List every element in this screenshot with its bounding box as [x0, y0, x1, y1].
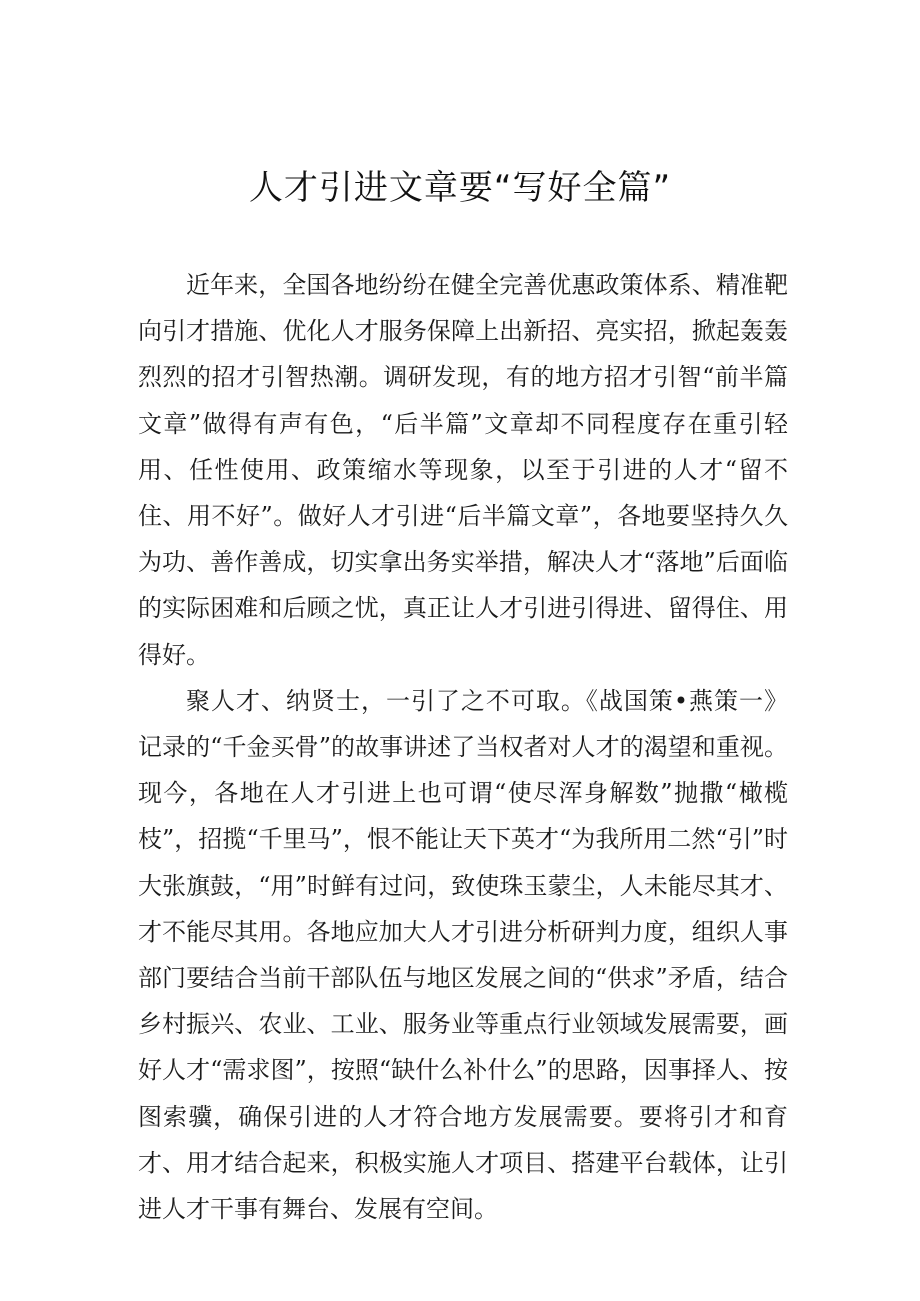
paragraph-2: 聚人才、纳贤士，一引了之不可取。《战国策•燕策一》记录的“千金买骨”的故事讲述了当权者对人才的渴望和重视。现今，各地在人才引进上也可谓“使尽浑身解数”抛撒“橄榄枝”，招揽“千里马”，恨不能让天下英才“为我所用二然“引”时大张旗鼓，“用”时鲜有过问，致使珠玉蒙尘，人未能尽其才、才不能尽其用。各地应加大人才引进分析研判力度，组织人事部门要结合当前干部队伍与地区发展之间的“供求”矛盾，结合乡村振兴、农业、工业、服务业等重点行业领域发展需要，画好人才“需求图”，按照“缺什么补什么”的思路，因事择人、按图索骥，确保引进的人才符合地方发展需要。要将引才和育才、用才结合起来，积极实施人才项目、搭建平台载体，让引进人才干事有舞台、发展有空间。: [138, 686, 788, 1224]
document-title: 人才引进文章要“写好全篇”: [248, 168, 672, 208]
document-body: [138, 262, 788, 1232]
paragraph-1: 近年来，全国各地纷纷在健全完善优惠政策体系、精准靶向引才措施、优化人才服务保障上出新招、亮实招，掀起轰轰烈烈的招才引智热潮。调研发现，有的地方招才引智“前半篇文章”做得有声有色，“后半篇”文章却不同程度存在重引轻用、任性使用、政策缩水等现象，以至于引进的人才“留不住、用不好”。做好人才引进“后半篇文章”，各地要坚持久久为功、善作善成，切实拿出务实举措，解决人才“落地”后面临的实际困难和后顾之忧，真正让人才引进引得进、留得住、用得好。: [138, 271, 788, 669]
